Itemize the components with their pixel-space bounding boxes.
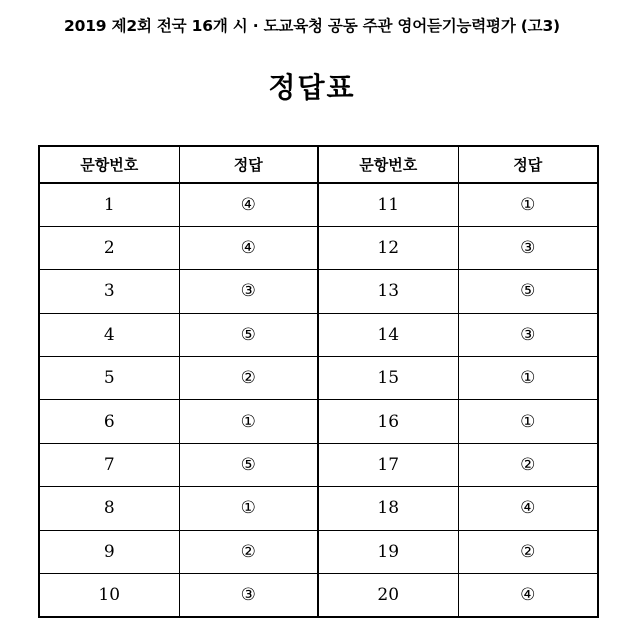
question-number-cell: 15 bbox=[318, 357, 458, 400]
table-header-row bbox=[39, 146, 598, 183]
question-number-cell: 7 bbox=[39, 443, 179, 486]
answer-cell: ② bbox=[458, 443, 598, 486]
column-header-answer: 정답 bbox=[458, 146, 598, 183]
table-row bbox=[39, 226, 598, 269]
question-number-cell: 1 bbox=[39, 183, 179, 226]
answer-cell: ④ bbox=[179, 183, 318, 226]
question-number-cell: 6 bbox=[39, 400, 179, 443]
question-number-cell: 18 bbox=[318, 487, 458, 530]
question-number-cell: 8 bbox=[39, 487, 179, 530]
table-row bbox=[39, 574, 598, 617]
answer-cell: ③ bbox=[179, 270, 318, 313]
answer-cell: ② bbox=[179, 530, 318, 573]
answer-cell: ④ bbox=[179, 226, 318, 269]
answer-cell: ③ bbox=[458, 313, 598, 356]
table-row bbox=[39, 487, 598, 530]
answer-cell: ① bbox=[179, 487, 318, 530]
question-number-cell: 9 bbox=[39, 530, 179, 573]
answer-cell: ② bbox=[458, 530, 598, 573]
table-row bbox=[39, 443, 598, 486]
table-row bbox=[39, 400, 598, 443]
answer-cell: ① bbox=[458, 183, 598, 226]
question-number-cell: 10 bbox=[39, 574, 179, 617]
table-row bbox=[39, 530, 598, 573]
answer-cell: ① bbox=[179, 400, 318, 443]
exam-heading: 2019 제2회 전국 16개 시 · 도교육청 공동 주관 영어듣기능력평가 (고3) bbox=[64, 17, 560, 35]
question-number-cell: 4 bbox=[39, 313, 179, 356]
answer-cell: ⑤ bbox=[458, 270, 598, 313]
question-number-cell: 19 bbox=[318, 530, 458, 573]
question-number-cell: 13 bbox=[318, 270, 458, 313]
answer-cell: ① bbox=[458, 357, 598, 400]
question-number-cell: 17 bbox=[318, 443, 458, 486]
table-row bbox=[39, 313, 598, 356]
question-number-cell: 12 bbox=[318, 226, 458, 269]
answer-cell: ③ bbox=[458, 226, 598, 269]
answer-cell: ④ bbox=[458, 487, 598, 530]
answer-cell: ④ bbox=[458, 574, 598, 617]
question-number-cell: 11 bbox=[318, 183, 458, 226]
answer-cell: ① bbox=[458, 400, 598, 443]
table-row bbox=[39, 357, 598, 400]
table-row bbox=[39, 183, 598, 226]
question-number-cell: 5 bbox=[39, 357, 179, 400]
column-header-answer: 정답 bbox=[179, 146, 318, 183]
table-row bbox=[39, 270, 598, 313]
answer-cell: ⑤ bbox=[179, 443, 318, 486]
answer-table bbox=[38, 145, 599, 618]
question-number-cell: 14 bbox=[318, 313, 458, 356]
column-header-question-number: 문항번호 bbox=[39, 146, 179, 183]
question-number-cell: 16 bbox=[318, 400, 458, 443]
answer-cell: ③ bbox=[179, 574, 318, 617]
question-number-cell: 3 bbox=[39, 270, 179, 313]
page-title: 정답표 bbox=[268, 71, 356, 104]
answer-cell: ⑤ bbox=[179, 313, 318, 356]
question-number-cell: 20 bbox=[318, 574, 458, 617]
answer-cell: ② bbox=[179, 357, 318, 400]
column-header-question-number: 문항번호 bbox=[318, 146, 458, 183]
question-number-cell: 2 bbox=[39, 226, 179, 269]
